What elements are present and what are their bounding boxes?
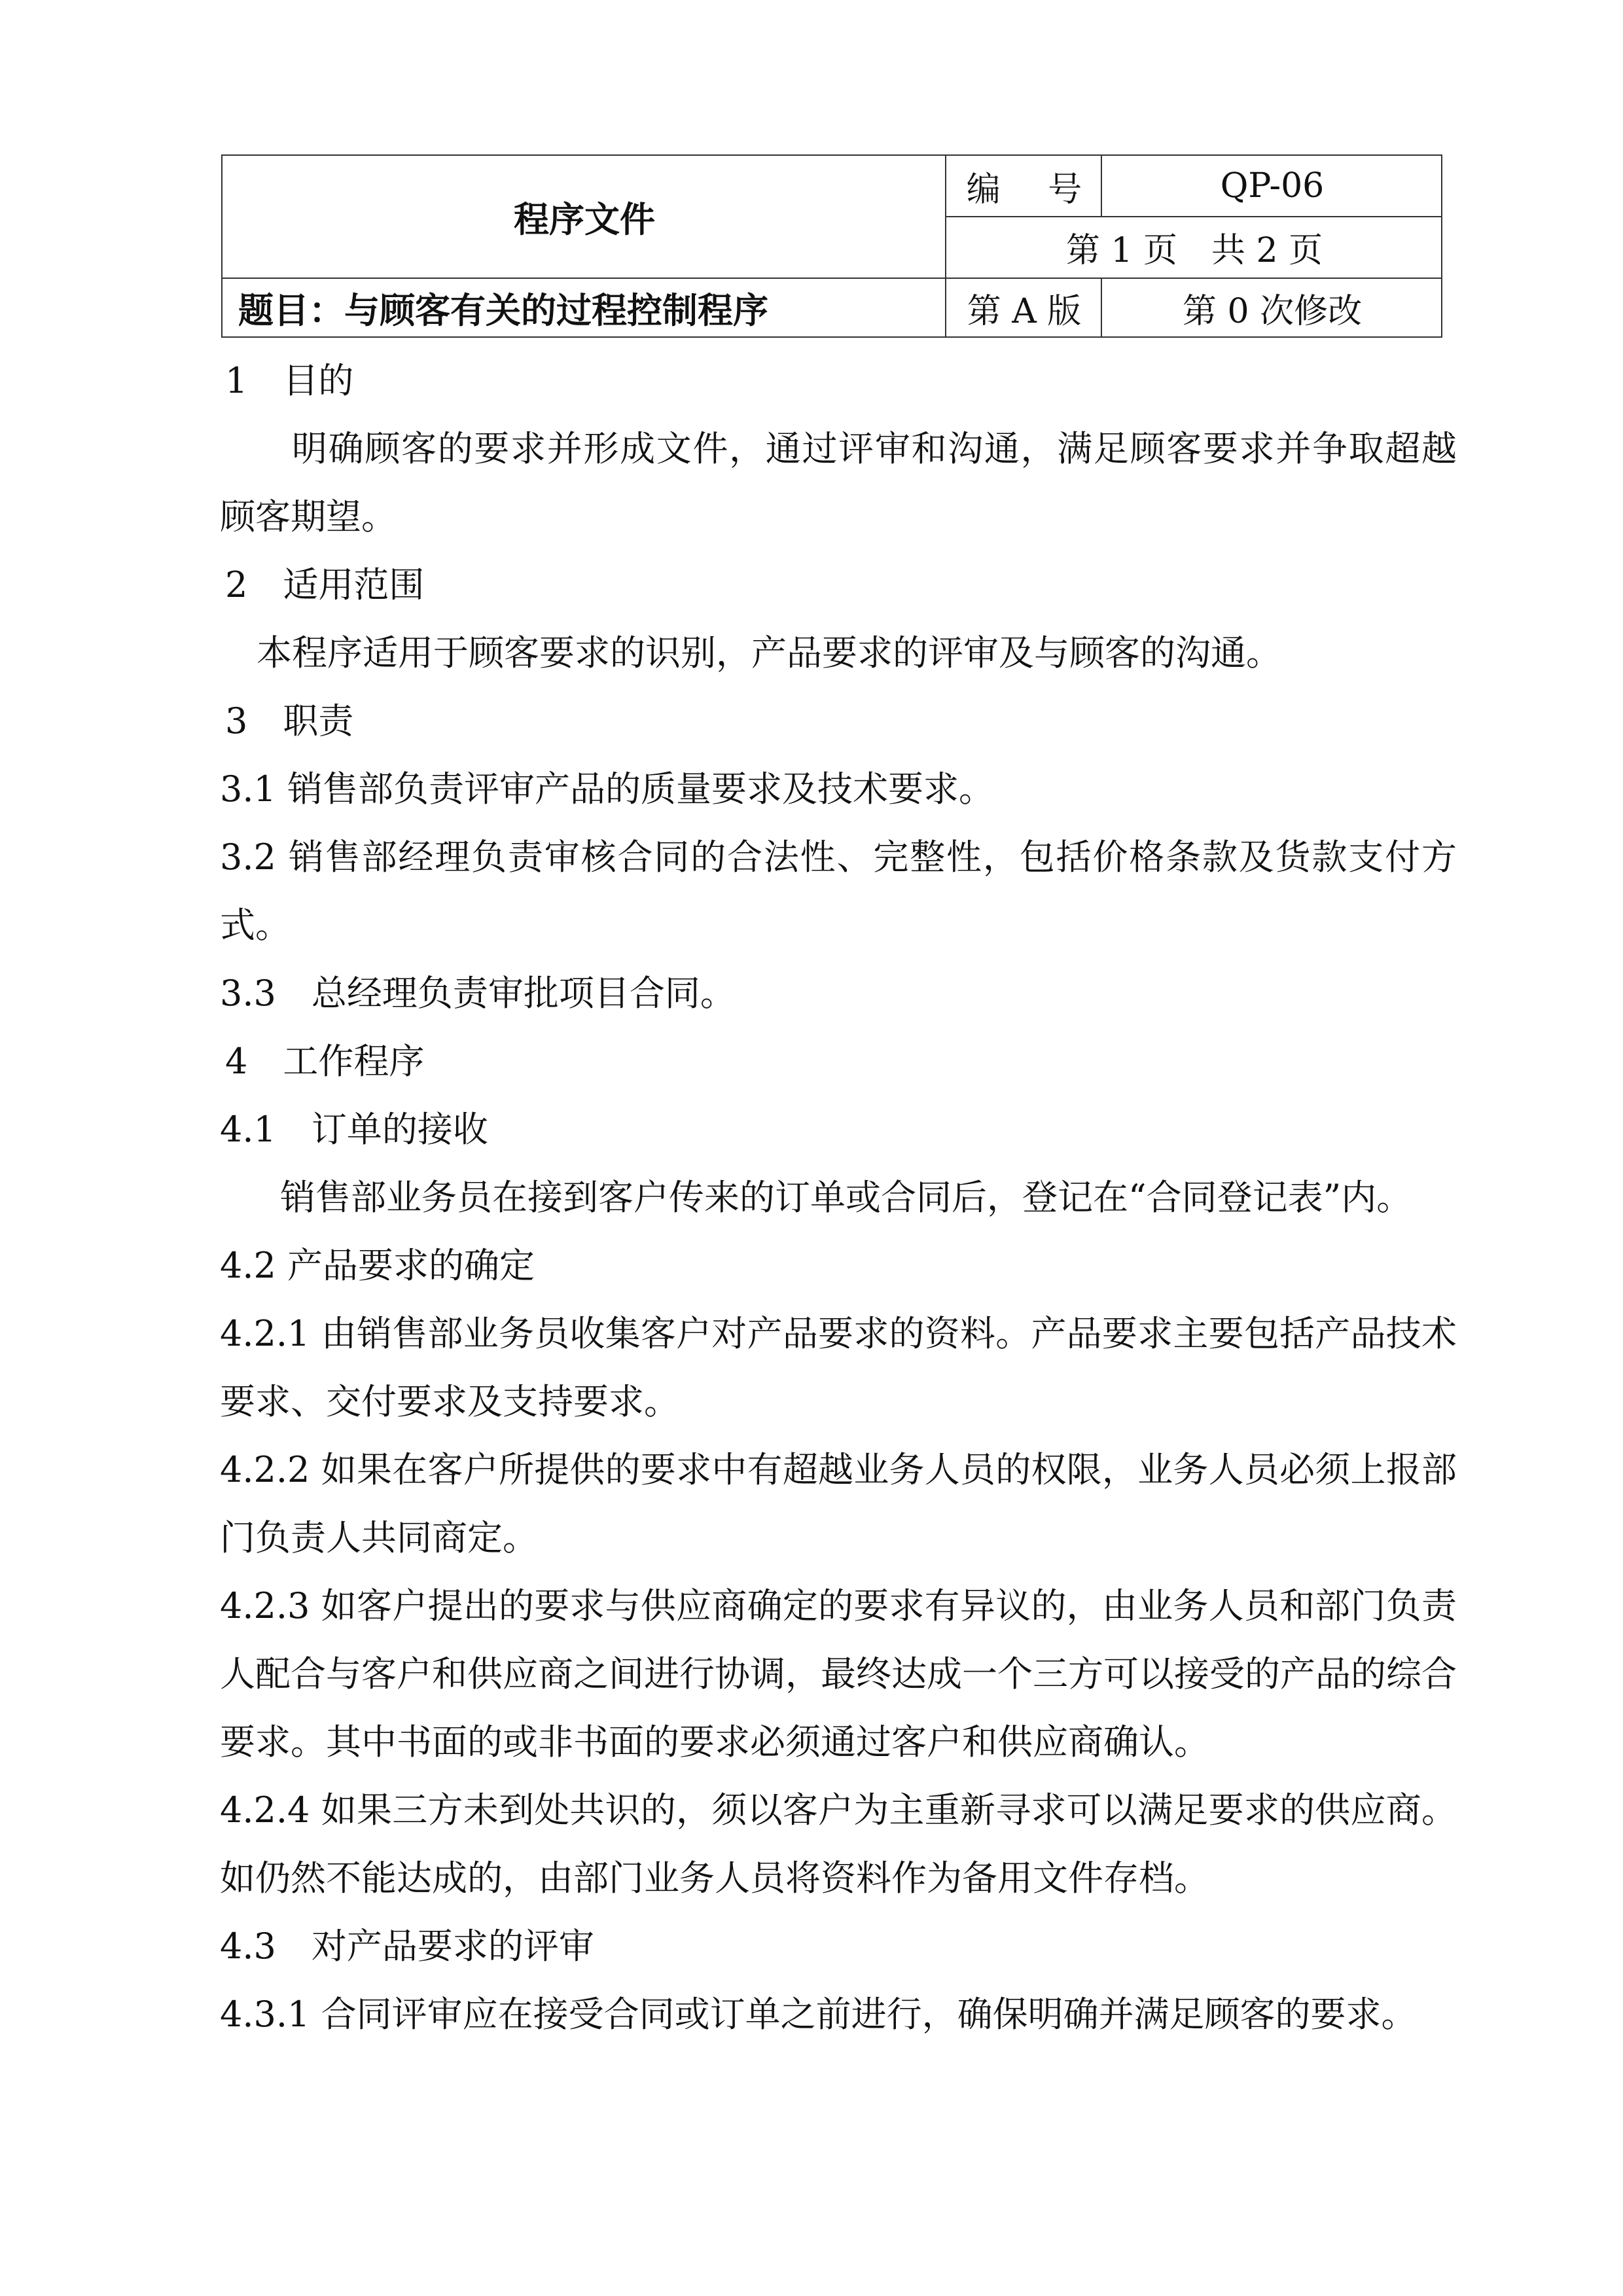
page-info: 第 1 页 共 2 页 <box>1065 230 1323 270</box>
clause-4-2-4: 4.2.4 如果三方未到处共识的，须以客户为主重新寻求可以满足要求的供应商。如仍然不能达成的，由部门业务人员将资料作为备用文件存档。 <box>220 1789 1457 1899</box>
code-label: 编 号 <box>966 170 1101 209</box>
header-table <box>221 154 1442 338</box>
clause-3-1: 3.1 销售部负责评审产品的质量要求及技术要求。 <box>220 768 995 810</box>
clause-4-2-1: 4.2.1 由销售部业务员收集客户对产品要求的资料。产品要求主要包括产品技术要求、交付要求及支持要求。 <box>220 1313 1457 1422</box>
subsection-heading-4-3: 4.3 对产品要求的评审 <box>220 1926 594 1967</box>
section-heading-responsibilities: 3 职责 <box>225 700 354 742</box>
section-heading-procedure: 4 工作程序 <box>225 1041 425 1082</box>
subsection-heading-4-2: 4.2 产品要求的确定 <box>220 1245 535 1286</box>
subsection-heading-4-1: 4.1 订单的接收 <box>220 1109 488 1150</box>
clause-4-3-1: 4.3.1 合同评审应在接受合同或订单之前进行，确保明确并满足顾客的要求。 <box>220 1994 1417 2035</box>
document-body <box>220 347 1457 2049</box>
revision-label: 第 0 次修改 <box>1182 291 1363 331</box>
version-label: 第 A 版 <box>967 291 1082 331</box>
clause-4-2-2: 4.2.2 如果在客户所提供的要求中有超越业务人员的权限，业务人员必须上报部门负责人共同商定。 <box>220 1449 1457 1558</box>
paragraph-4-1: 销售部业务员在接到客户传来的订单或合同后，登记在“合同登记表”内。 <box>280 1177 1412 1218</box>
paragraph-purpose: 明确顾客的要求并形成文件，通过评审和沟通，满足顾客要求并争取超越顾客期望。 <box>220 428 1457 537</box>
clause-3-3: 3.3 总经理负责审批项目合同。 <box>220 973 736 1014</box>
subject-title: 题目：与顾客有关的过程控制程序 <box>238 289 768 331</box>
doc-type-title: 程序文件 <box>514 198 655 240</box>
section-heading-purpose: 1 目的 <box>225 360 354 401</box>
section-heading-scope: 2 适用范围 <box>225 564 425 605</box>
code-value: QP-06 <box>1220 166 1325 206</box>
paragraph-scope: 本程序适用于顾客要求的识别，产品要求的评审及与顾客的沟通。 <box>257 632 1281 673</box>
clause-4-2-3: 4.2.3 如客户提出的要求与供应商确定的要求有异议的，由业务人员和部门负责人配合与客户和供应商之间进行协调，最终达成一个三方可以接受的产品的综合要求。其中书面的或非书面的要求必须通过客户和供应商确认。 <box>220 1585 1457 1763</box>
clause-3-2: 3.2 销售部经理负责审核合同的合法性、完整性，包括价格条款及货款支付方式。 <box>220 836 1457 946</box>
